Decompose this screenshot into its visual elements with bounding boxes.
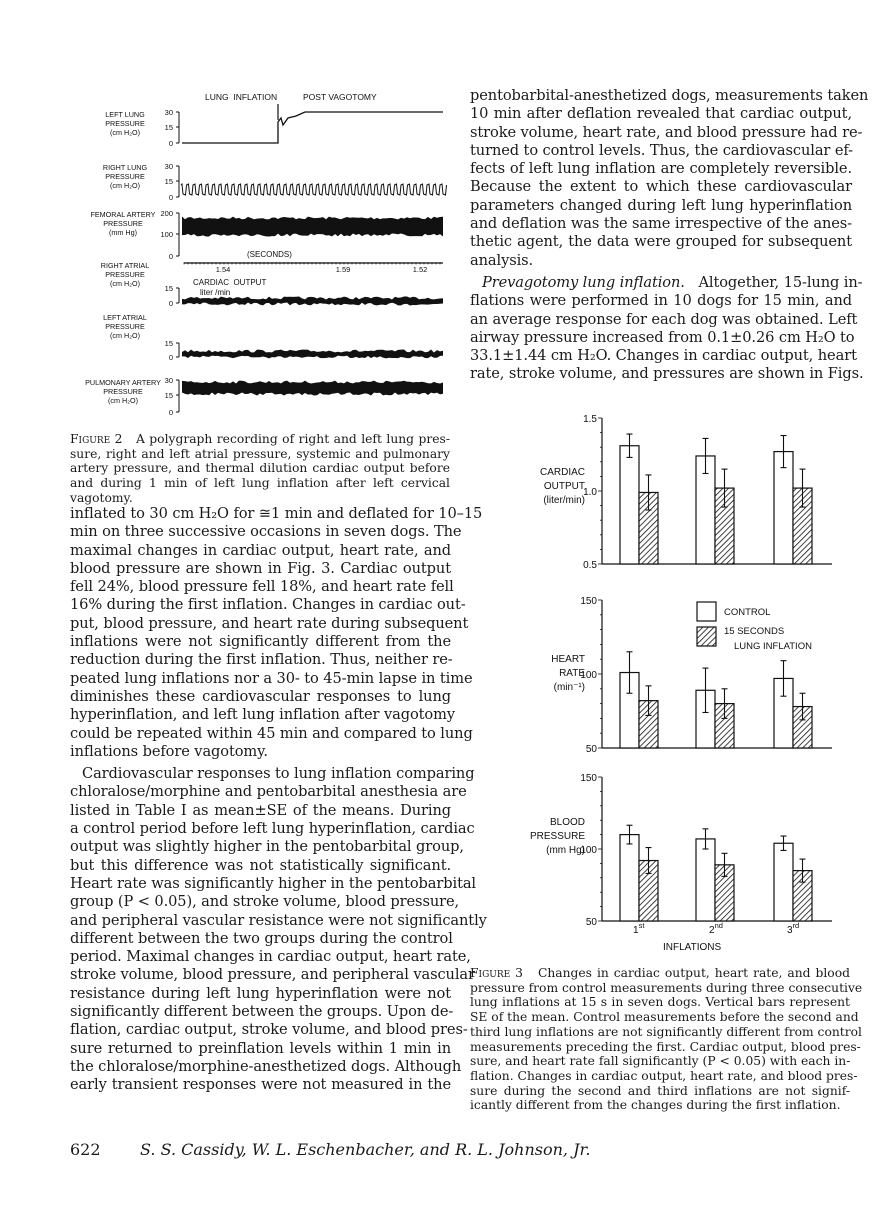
- line-text: fects of left lung inflation are completely reversible.: [470, 160, 852, 178]
- line-text: an average response for each dog was obtained. Left: [470, 310, 858, 328]
- x-tick-suffix: st: [638, 921, 645, 930]
- post-vagotomy-label: POST VAGOTOMY: [303, 92, 377, 102]
- line-text: different between the two groups during the control: [70, 929, 453, 947]
- paragraph-line: [70, 1021, 468, 1039]
- line-text: Heart rate was significantly higher in the pentobarbital: [70, 874, 476, 892]
- line-text: flation, cardiac output, stroke volume, and blood pres-: [70, 1021, 468, 1039]
- line-text: sure, and heart rate fall significantly (P < 0.05) with each in-: [470, 1054, 851, 1069]
- axis-tick-label: 15: [164, 284, 173, 293]
- line-text: flation. Changes in cardiac output, heart rate, and blood pres-: [470, 1068, 858, 1083]
- cardiac-output-unit: liter /min: [200, 288, 231, 297]
- axis-tick-label: 0: [168, 193, 173, 202]
- line-text: and peripheral vascular resistance were not significantly: [70, 911, 487, 929]
- axis-tick-label: 30: [164, 108, 173, 117]
- section-heading: Prevagotomy lung inflation.: [482, 273, 685, 291]
- seconds-label: (SECONDS): [247, 250, 292, 259]
- legend-inflation-swatch: [697, 627, 716, 646]
- y-axis-label: PRESSURE: [529, 831, 585, 842]
- page-footer: [70, 1140, 590, 1159]
- channel-label: RIGHT LUNG: [102, 163, 148, 172]
- x-axis-label: INFLATIONS: [663, 942, 722, 953]
- y-tick-label: 1.5: [583, 414, 597, 425]
- axis-tick-label: 100: [160, 230, 173, 239]
- axis-tick-label: 0: [168, 353, 173, 362]
- channel-label: PRESSURE: [105, 322, 145, 331]
- line-text: airway pressure increased from 0.1±0.26 cm H₂O to: [470, 328, 855, 346]
- line-text: inflated to 30 cm H₂O for ≅1 min and deflated for 10–15: [70, 505, 483, 522]
- paragraph-line: [470, 1024, 862, 1040]
- line-text: a control period before left lung hyperinflation, cardiac: [70, 820, 475, 838]
- line-text: inflations were not significantly different from the: [70, 633, 451, 651]
- channel-label: LEFT ATRIAL: [103, 313, 147, 322]
- axis-tick-label: 15: [164, 339, 173, 348]
- line-text: third lung inflations are not significantly different from control: [470, 1024, 862, 1039]
- channel-label: (cm H₂O): [108, 396, 138, 405]
- paragraph-line: [70, 966, 475, 984]
- line-text: analysis.: [470, 251, 534, 269]
- x-tick-number: 3: [787, 925, 793, 936]
- axis-tick-label: 15: [164, 123, 173, 132]
- paragraph-line: [470, 1098, 850, 1113]
- channel-label: (cm H₂O): [110, 331, 140, 340]
- line-text: reduction during the first inflation. Thus, neither re-: [70, 651, 453, 669]
- control-bar: [774, 843, 793, 921]
- line-text: early transient responses were not measured in the: [70, 1076, 451, 1094]
- line-text: maximal changes in cardiac output, heart rate, and: [70, 541, 451, 559]
- line-text: fell 24%, blood pressure fell 18%, and heart rate fell: [70, 578, 454, 596]
- paragraph-line: [70, 1040, 451, 1058]
- line-text: A polygraph recording of right and left lung pres-: [135, 432, 450, 446]
- lung-inflation-label: LUNG INFLATION: [205, 92, 278, 102]
- y-tick-label: 50: [585, 917, 597, 928]
- legend-control-label: CONTROL: [724, 607, 771, 618]
- line-text: blood pressure are shown in Fig. 3. Cardiac output: [70, 559, 451, 577]
- channel-label: LEFT LUNG: [105, 110, 145, 119]
- figure-label: Figure 3: [470, 966, 524, 980]
- y-tick-label: 1.0: [583, 487, 597, 498]
- axis-tick-label: 15: [164, 177, 173, 186]
- x-tick-suffix: nd: [714, 921, 723, 930]
- x-tick-label: [787, 921, 799, 936]
- y-axis-label: BLOOD: [549, 817, 585, 828]
- axis-tick-label: 30: [164, 376, 173, 385]
- channel-label: (mm Hg): [109, 228, 137, 237]
- line-text: Cardiovascular responses to lung inflation comparing: [82, 765, 475, 783]
- line-text: SE of the mean. Control measurements before the second and: [470, 1010, 859, 1025]
- line-text: but this difference was not statistically significant.: [70, 856, 451, 874]
- line-text: stroke volume, blood pressure, and peripheral vascular: [70, 966, 475, 984]
- line-text: lung inflations at 15 s in seven dogs. Vertical bars represent: [470, 995, 850, 1010]
- line-text: parameters changed during left lung hyperinflation: [470, 196, 852, 214]
- line-text: measurements preceding the first. Cardiac output, blood pres-: [470, 1039, 861, 1054]
- line-text: stroke volume, heart rate, and blood pressure had re-: [470, 123, 863, 141]
- channel-label: (cm H₂O): [110, 181, 140, 190]
- axis-tick-label: 0: [168, 252, 173, 261]
- line-text: group (P < 0.05), and stroke volume, blood pressure,: [70, 893, 460, 911]
- legend-inflation-label-2: LUNG INFLATION: [734, 641, 812, 652]
- time-tick-label: 1.54: [215, 265, 231, 274]
- line-text: peated lung inflations nor a 30- to 45-min lapse in time: [70, 669, 473, 687]
- line-text: significantly different between the groups. Upon de-: [70, 1003, 454, 1021]
- line-text: inflations before vagotomy.: [70, 742, 268, 760]
- line-text: flations were performed in 10 dogs for 15 min, and: [470, 292, 852, 310]
- line-text: and during 1 min of left lung inflation after left cervical: [70, 476, 450, 491]
- y-tick-label: 0.5: [583, 560, 597, 571]
- x-tick-number: 1: [633, 925, 639, 936]
- time-tick-label: 1.52: [412, 265, 428, 274]
- paragraph-line: [470, 1068, 858, 1084]
- page-number: 622: [70, 1140, 101, 1159]
- channel-label: RIGHT ATRIAL: [100, 261, 150, 270]
- x-tick-number: 2: [709, 925, 715, 936]
- axis-tick-label: 0: [168, 299, 173, 308]
- channel-label: PRESSURE: [103, 387, 143, 396]
- line-text: output was slightly higher in the pentobarbital group,: [70, 838, 464, 856]
- figure-label: Figure 2: [70, 432, 123, 446]
- y-tick-label: 50: [585, 744, 597, 755]
- line-text: icantly different from the changes during the first inflation.: [470, 1098, 841, 1113]
- line-text: Changes in cardiac output, heart rate, and blood: [537, 966, 850, 980]
- line-text: period. Maximal changes in cardiac output, heart rate,: [70, 948, 471, 966]
- y-axis-label: OUTPUT: [543, 481, 585, 492]
- paragraph-line: [470, 980, 863, 996]
- line-text: thetic agent, the data were grouped for subsequent: [470, 233, 852, 251]
- control-bar: [696, 839, 715, 921]
- x-tick-label: [709, 921, 723, 936]
- authors: S. S. Cassidy, W. L. Eschenbacher, and R. L. Johnson, Jr.: [140, 1140, 591, 1159]
- figure-3-caption: [470, 966, 863, 1113]
- y-tick-label: 100: [580, 670, 597, 681]
- channel-label: FEMORAL ARTERY: [90, 210, 156, 219]
- paragraph-line: [70, 985, 451, 1003]
- paragraph-line: [470, 1054, 850, 1069]
- line-text: turned to control levels. Thus, the cardiovascular ef-: [470, 141, 853, 159]
- line-text: put, blood pressure, and heart rate during subsequent: [70, 614, 469, 632]
- channel-label: PULMONARY ARTERY: [85, 378, 161, 387]
- channel-label: PRESSURE: [105, 119, 145, 128]
- line-text: resistance during left lung hyperinflation were not: [70, 984, 451, 1002]
- line-text: listed in Table I as mean±SE of the means. During: [70, 801, 451, 819]
- line-text: 16% during the first inflation. Changes in cardiac out-: [70, 596, 466, 614]
- line-text: the chloralose/morphine-anesthetized dogs. Although: [70, 1057, 462, 1075]
- channel-label: PRESSURE: [105, 270, 145, 279]
- paragraph-line: [470, 1084, 850, 1099]
- y-axis-label: HEART: [551, 654, 585, 665]
- line-text: 33.1±1.44 cm H₂O. Changes in cardiac output, heart: [470, 347, 857, 365]
- paragraph-line: [70, 1057, 462, 1076]
- channel-label: PRESSURE: [105, 172, 145, 181]
- axis-tick-label: 15: [164, 391, 173, 400]
- axis-tick-label: 0: [168, 408, 173, 417]
- line-text: 10 min after deflation revealed that cardiac output,: [470, 105, 852, 123]
- line-text: artery pressure, and thermal dilution cardiac output before: [70, 461, 450, 476]
- paragraph-line: [470, 1039, 861, 1055]
- line-text: sure during the second and third inflations are not signif-: [470, 1083, 850, 1098]
- paragraph-line: [70, 1003, 454, 1021]
- y-tick-label: 150: [580, 596, 597, 607]
- axis-tick-label: 30: [164, 162, 173, 171]
- control-bar: [620, 835, 639, 921]
- line-text: vagotomy.: [70, 490, 133, 505]
- x-tick-label: [633, 921, 645, 936]
- channel-label: (cm H₂O): [110, 279, 140, 288]
- x-tick-suffix: rd: [792, 921, 800, 930]
- paragraph-line: [470, 995, 850, 1010]
- line-text: pressure from control measurements during three consecutive: [470, 980, 863, 995]
- line-text: Because the extent to which these cardiovascular: [470, 178, 852, 196]
- line-text: sure returned to preinflation levels within 1 min in: [70, 1039, 451, 1057]
- y-axis-label: CARDIAC: [539, 467, 585, 478]
- line-text: could be repeated within 45 min and compared to lung: [70, 724, 473, 742]
- paragraph-line: [70, 1076, 451, 1094]
- line-text: chloralose/morphine and pentobarbital anesthesia are: [70, 783, 467, 801]
- line-text: and deflation was the same irrespective of the anes-: [470, 215, 852, 233]
- control-bar: [620, 446, 639, 564]
- y-tick-label: 100: [580, 845, 597, 856]
- y-tick-label: 150: [580, 773, 597, 784]
- channel-label: PRESSURE: [103, 219, 143, 228]
- line-text: sure, right and left atrial pressure, systemic and pulmonary: [70, 446, 450, 461]
- line-text: hyperinflation, and left lung inflation after vagotomy: [70, 706, 455, 724]
- legend-inflation-label: 15 SECONDS: [724, 626, 785, 637]
- line-text: min on three successive occasions in seven dogs. The: [70, 523, 462, 541]
- paragraph-text: Altogether, 15-lung in-: [698, 273, 863, 291]
- cardiac-output-label: CARDIAC OUTPUT: [193, 278, 267, 287]
- line-text: diminishes these cardiovascular responses to lung: [70, 687, 451, 705]
- legend-control-swatch: [697, 602, 716, 621]
- line-text: pentobarbital-anesthetized dogs, measurements taken: [470, 87, 869, 104]
- axis-tick-label: 0: [168, 139, 173, 148]
- channel-label: (cm H₂O): [110, 128, 140, 137]
- time-tick-label: 1.59: [335, 265, 351, 274]
- control-bar: [774, 452, 793, 564]
- y-axis-label: (liter/min): [543, 495, 585, 506]
- line-text: rate, stroke volume, and pressures are shown in Figs.: [470, 365, 864, 383]
- y-axis-label: RATE: [559, 668, 585, 679]
- paragraph-line: [470, 1010, 859, 1025]
- y-axis-label: (min⁻¹): [553, 682, 585, 693]
- paragraph-line: [470, 966, 850, 981]
- axis-tick-label: 200: [160, 209, 173, 218]
- y-axis-label: (mm Hg): [546, 845, 585, 856]
